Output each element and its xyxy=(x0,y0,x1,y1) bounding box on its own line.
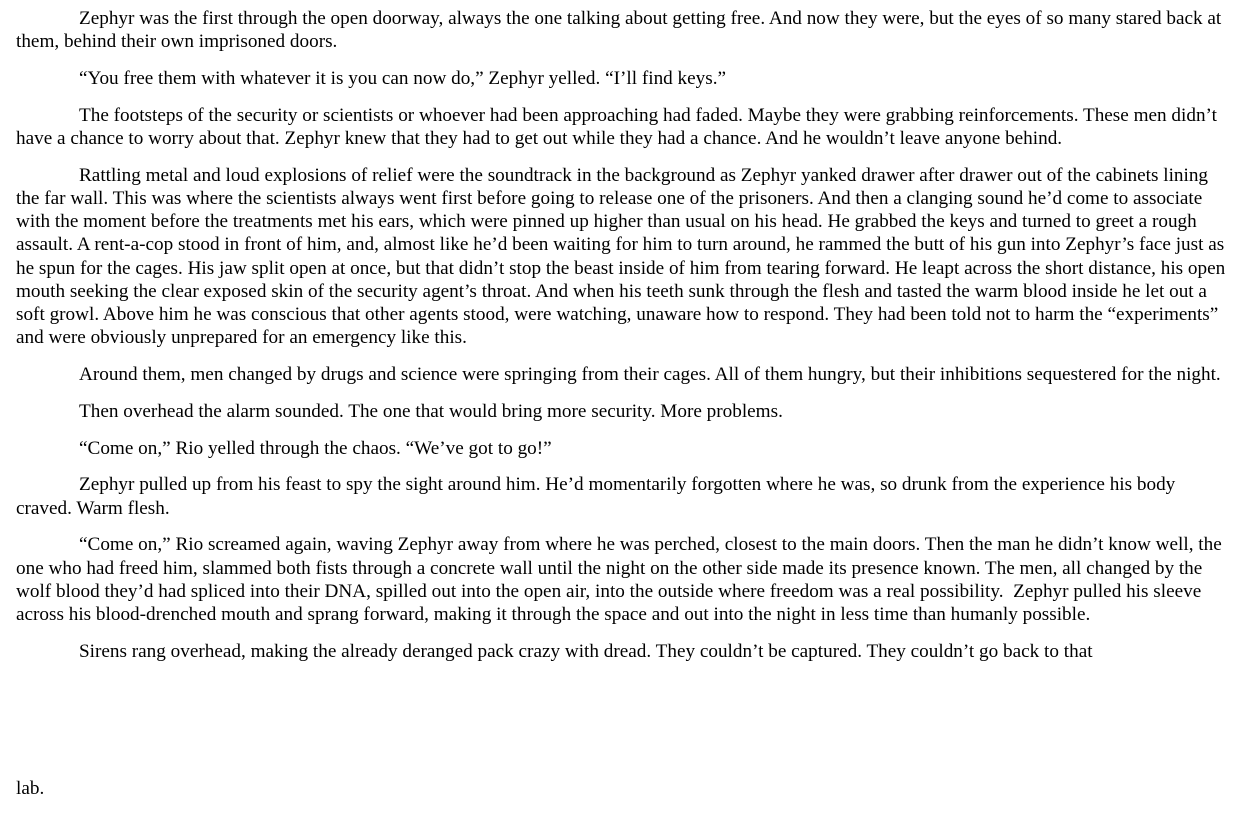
paragraph-continuation: lab. xyxy=(16,778,45,799)
document-body xyxy=(16,7,1226,677)
paragraph: Sirens rang overhead, making the already deranged pack crazy with dread. They couldn’t be captured. They couldn’t go back to that xyxy=(79,640,1093,662)
paragraph: Rattling metal and loud explosions of relief were the soundtrack in the background as Zephyr yanked drawer after drawer out of the cabinets lining the far wall. This was where the scientists always went first before going to release one of the prisoners. And then a clanging sound he’d come to associate with the moment before the treatments met his ears, which were pinned up higher than usual on his head. He grabbed the keys and turned to greet a rough assault. A rent-a-cop stood in front of him, and, almost like he’d been waiting for him to turn around, he rammed the butt of his gun into Zephyr’s face just as he spun for the cages. His jaw split open at once, but that didn’t stop the beast inside of him from tearing forward. He leapt across the short distance, his open mouth seeking the clear exposed skin of the security agent’s throat. And when his teeth sunk through the flesh and tasted the warm blood inside he let out a soft growl. Above him he was conscious that other agents stood, were watching, unaware how to respond. They had been told not to harm the “experiments” and were obviously unprepared for an emergency like this. xyxy=(16,164,1226,349)
paragraph: Zephyr was the first through the open doorway, always the one talking about getting free. And now they were, but the eyes of so many stared back at them, behind their own imprisoned doors. xyxy=(16,8,1222,53)
paragraph: “You free them with whatever it is you can now do,” Zephyr yelled. “I’ll find keys.” xyxy=(79,68,727,89)
paragraph: Zephyr pulled up from his feast to spy the sight around him. He’d momentarily forgotten where he was, so drunk from the experience his body craved. Warm flesh. xyxy=(16,474,1176,519)
paragraph: Around them, men changed by drugs and science were springing from their cages. All of them hungry, but their inhibitions sequestered for the night. xyxy=(79,364,1221,386)
paragraph: “Come on,” Rio yelled through the chaos. “We’ve got to go!” xyxy=(79,437,552,459)
paragraph: “Come on,” Rio screamed again, waving Zephyr away from where he was perched, closest to the main doors. Then the man he didn’t know well, the one who had freed him, slammed both fists through a concrete wall until the night on the other side made its presence known. The men, all changed by the wolf blood they’d had spliced into their DNA, spilled out into the open air, into the outside where freedom was a real possibility. Zephyr pulled his sleeve across his blood-drenched mouth and sprang forward, making it through the space and out into the night in less time than humanly possible. xyxy=(16,534,1222,626)
paragraph: Then overhead the alarm sounded. The one that would bring more security. More problems. xyxy=(79,400,783,422)
paragraph: The footsteps of the security or scientists or whoever had been approaching had faded. Maybe they were grabbing reinforcements. These men didn’t have a chance to worry about that. Zephyr knew that they had to get out while they had a chance. And he wouldn’t leave anyone behind. xyxy=(16,104,1217,149)
